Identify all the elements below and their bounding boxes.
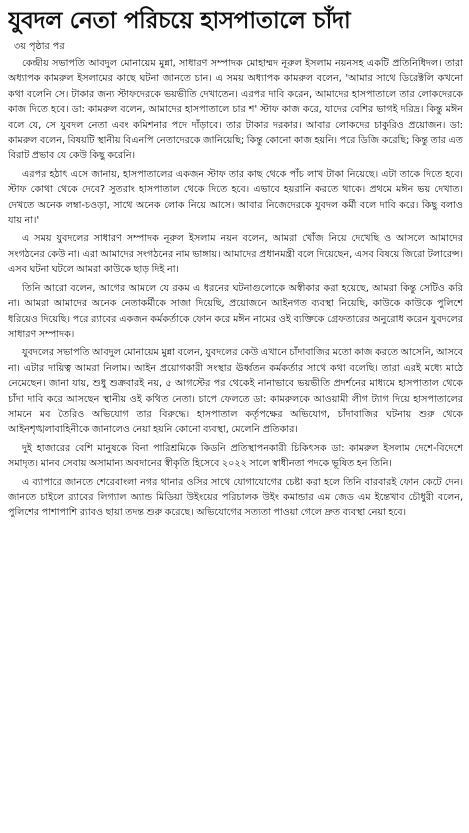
article-paragraph: এ ব্যাপারে জানতে শেরেবাংলা নগর থানার ওসির সাথে যোগাযোগের চেষ্টা করা হলে তিনি বারবারই ফোন কেটে দেন। জানতে চাইলে র‍্যাবের লিগ্যাল অ্যান্ড মিডিয়া উইংয়ের পরিচালক উইং কমান্ডার এম জেড এম ইন্তেখাব চৌধুরী বলেন, পুলিশের পাশাপাশি র‍্যাবও ছায়া তদন্ত শুরু করেছে। অভিযোগের সত্যতা পাওয়া গেলে দ্রুত ব্যবস্থা নেয়া হবে। <box>8 476 463 519</box>
article-paragraph: দুই হাজারের বেশি মানুষকে বিনা পারিশ্রমিকে কিডনি প্রতিস্থাপনকারী চিকিৎসক ডা: কামরুল ইসলাম দেশে-বিদেশে সমাদৃত। মানব সেবায় অসামান্য অবদানের স্বীকৃতি হিসেবে ২০২২ সালে স্বাধীনতা পদকে ভূষিত হন তিনি। <box>8 442 463 470</box>
article-paragraph: তিনি আরো বলেন, আগের আমলে যে রকম এ ধরনের ঘটনাগুলোকে অস্বীকার করা হয়েছে, আমরা কিন্তু সেটিও করি না। আমরা আমাদের অনেক নেতাকর্মীকে সাজা দিয়েছি, প্রয়োজনে আইনগত ব্যবস্থা নিয়েছি, কাউকে কাউকে পুলিশে ধরিয়েও দিয়েছি। পরে র‍্যাবের একজন কর্মকর্তাকে ফোন করে মঈন নামের ওই ব্যক্তিকে গ্রেফতারের অনুরোধ করেন যুবদলের সাধারণ সম্পাদক। <box>8 282 463 340</box>
article-paragraph: এরপর হঠাৎ এসে জানায়, হাসপাতালের একজন স্টাফ তার কাছ থেকে পাঁচ লাখ টাকা নিয়েছে। এটা তাকে দিতে হবে। স্টাফ কোথা থেকে দেবে? সুতরাং হাসপাতাল থেকে দিতে হবে। এভাবে হয়রানি করতে থাকে। প্রথমে মঈন ভয় দেখাত। দেখতে অনেক লম্বা-চওড়া, সাথে অনেক লোক নিয়ে আসে। আবার নিজেদেরকে যুবদল কর্মী বলে দাবি করে। কিছু বলাও যায় না।' <box>8 168 463 227</box>
article-paragraph: কেন্দ্রীয় সভাপতি আবদুল মোনায়েম মুন্না, সাধারণ সম্পাদক মোহাম্মদ নূরুল ইসলাম নয়নসহ একটি প্রতিনিধিদল। তারা অধ্যাপক কামরুল ইসলামের কাছে ঘটনা জানতে চান। এ সময় অধ্যাপক কামরুল বলেন, 'আমার সাথে ডিরেক্টলি কখনো কথা বলেনি সে। টাকার জন্য স্টাফদেরকে ভয়ভীতি দেখাতেন। এরপর দাবি করেন, আমাদের হাসপাতালে তার লোকদেরকে কাজ দিতে হবে। ডা: কামরুল বলেন, আমাদের হাসপাতালে চার শ' স্টাফ কাজ করে, যাদের বেশির ভাগই দরিদ্র। কিন্তু মঈন বলে যে, সে যুবদল নেতা এবং কমিশনার পদে দাঁড়াবে। তার টাকার দরকার। আবার লোকদের চাকুরিও প্রয়োজন। ডা: কামরুল বলেন, বিষয়টি স্থানীয় বিএনপি নেতাদেরকে জানিয়েছি; কিন্তু কোনো কাজ হয়নি। পরে ডিজি করেছি; কিন্তু তার এত বিরাট প্রভাব যে কেউ কিছু করেনি। <box>8 58 463 162</box>
article-headline: যুবদল নেতা পরিচয়ে হাসপাতালে চাঁদা <box>8 8 351 34</box>
article-paragraph: যুবদলের সভাপতি আবদুল মোনায়েম মুন্না বলেন, যুবদলের কেউ এখানে চাঁদাবাজির মতো কাজ করতে আসেনি, আসবে না। এটার দায়িত্ব আমরা নিলাম। আইন প্রয়োগকারী সংস্থার ঊর্ধ্বতন কর্মকর্তার সাথে কথা বলেছি। তারা এরই মধ্যে মাঠে নেমেছেন। জানা যায়, শুধু শুক্রবারই নয়, ৫ আগস্টের পর থেকেই নানাভাবে ভয়ভীতি প্রদর্শনের মাধ্যমে হাসপাতাল থেকে চাঁদা দাবি করে আসছেন স্থানীয় ওই কথিত নেতা। চাপে ফেলতে ডা: কামরুলকে আওয়ামী লীগ ট্যাগ দিয়ে হাসপাতালের সামনে মব তৈরিও অভিযোগ তার বিরুদ্ধে। হাসপাতাল কর্তৃপক্ষের অভিযোগ, চাঁদাবাজির ঘটনায় শুরু থেকে আইনশৃঙ্খলাবাহিনীকে জানালেও নেয়া হয়নি কোনো ব্যবস্থা, মেলেনি প্রতিকার। <box>8 347 463 436</box>
continued-from-label: ৩য় পৃষ্ঠার পর <box>14 41 65 52</box>
article-paragraph: এ সময় যুবদলের সাধারণ সম্পাদক নূরুল ইসলাম নয়ন বলেন, আমরা খোঁজ নিয়ে দেখেছি ও আসলে আমাদের সংগঠনের কেউ না। এরা আমাদের সংগঠনের নাম ভাঙ্গায়। আমাদের প্রধানমন্ত্রী বলে দিয়েছেন, এসব বিষয়ে জিরো টলারেন্স। এসব ঘটনা ঘটলে আমরা কাউকে ছাড় দিই না। <box>8 233 463 276</box>
article-body <box>8 56 463 521</box>
